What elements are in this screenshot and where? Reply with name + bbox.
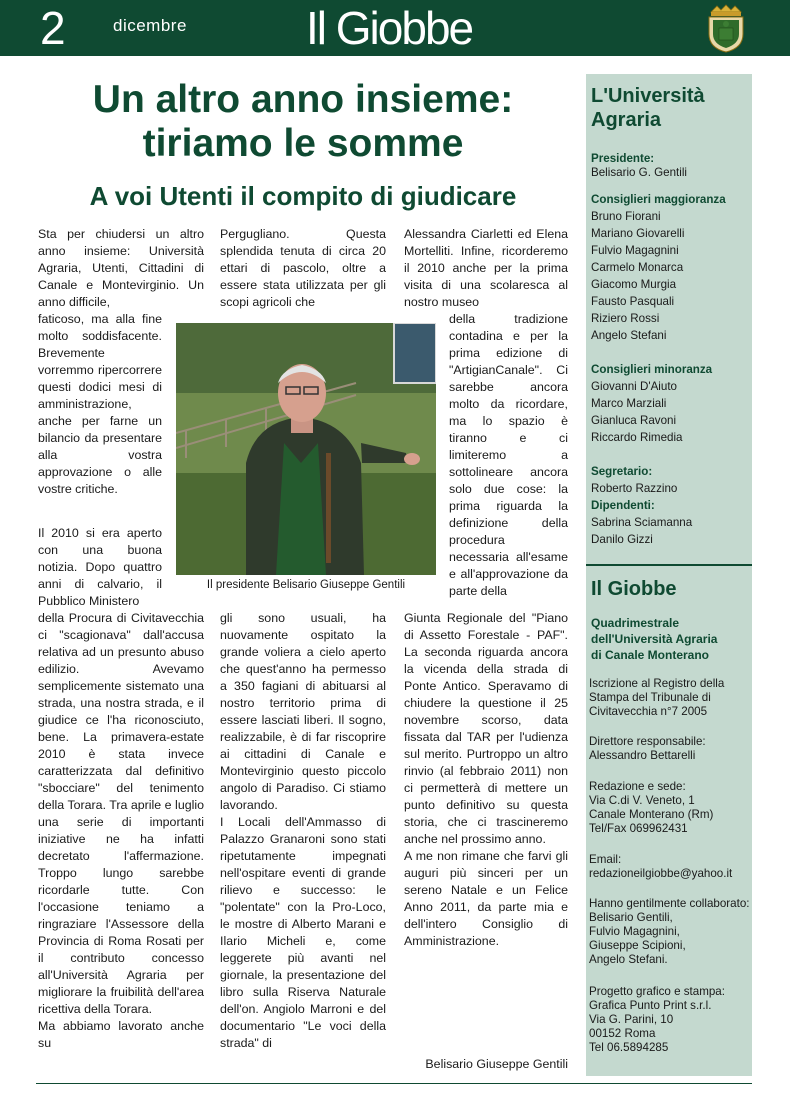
article-col1-part1: Sta per chiudersi un altro anno insieme: Università Agraria, Utenti, Cittadini di Canale e Montevirginio. Un anno difficile, — [38, 227, 204, 309]
printing-city: 00152 Roma — [589, 1027, 656, 1040]
minority-member: Gianluca Ravoni — [591, 414, 677, 427]
registration-info — [589, 677, 751, 719]
article-col1-paragraph-end: Ma abbiamo lavorato anche su — [38, 1019, 204, 1050]
paper-subtitle-line: di Canale Monterano — [591, 648, 710, 662]
collaborator-name: Belisario Gentili, — [589, 911, 673, 924]
collaborators-info — [589, 897, 751, 967]
photo-caption: Il presidente Belisario Giuseppe Gentili — [206, 579, 406, 591]
employees-label: Dipendenti: — [591, 499, 655, 512]
footer-rule — [36, 1083, 752, 1084]
article-col1-part2: faticoso, ma alla fine molto soddisfacente. Brevemente vorremmo ripercorrere questi dodici mesi di amministrazione, anche per farne un bilancio da presentare alla vostra approvazione o alle vostre critiche. — [38, 312, 162, 496]
article-col1-part3: Il 2010 si era aperto con una buona notizia. Dopo quattro anni di calvario, il Pubblico Ministero — [38, 526, 162, 608]
article-col3-part1: Alessandra Ciarletti ed Elena Mortelliti. Infine, ricorderemo il 2010 anche per la prima visita di una scolaresca al nostro museo — [404, 227, 568, 309]
collaborator-name: Fulvio Magagnini, — [589, 925, 680, 938]
email-label: Email: — [589, 853, 622, 866]
issue-month: dicembre — [113, 16, 187, 35]
sidebar-paper-subtitle — [591, 615, 751, 663]
article-col2-paragraph: gli sono usuali, ha nuovamente ospitato la grande voliera a cielo aperto che quest'anno ha permesso a 350 fagiani di abituarsi al nostro territorio prima di essere lasciati liberi. Il sogno, realizzabile, è di far riscoprire ai cittadini di Canale e Montevirginio questo piccolo angolo di Paradiso. Ci stiamo lavorando. — [220, 611, 386, 812]
article-col2-part1: Pergugliano. Questa splendida tenuta di circa 20 ettari di pascolo, oltre a essere stata utilizzata per gli scopi agricoli che — [220, 227, 386, 309]
secretary-label: Segretario: — [591, 465, 653, 478]
article-col1-part4 — [38, 610, 204, 1052]
majority-member: Fulvio Magagnini — [591, 244, 679, 257]
paper-subtitle-line: Quadrimestrale — [591, 616, 680, 630]
collaborator-name: Angelo Stefani. — [589, 953, 668, 966]
collaborator-name: Giuseppe Scipioni, — [589, 939, 686, 952]
minority-member: Marco Marziali — [591, 397, 667, 410]
majority-label: Consiglieri maggioranza — [591, 193, 726, 206]
secretary-name: Roberto Razzino — [591, 482, 678, 495]
article-col3-part3 — [404, 610, 568, 950]
registration-line: Civitavecchia n°7 2005 — [589, 705, 708, 718]
newspaper-title: Il Giobbe — [306, 2, 473, 54]
minority-label: Consiglieri minoranza — [591, 363, 713, 376]
sidebar-title — [591, 84, 751, 132]
issue-number: 2 — [40, 2, 66, 54]
printing-label: Progetto grafico e stampa: — [589, 985, 725, 998]
article-col3-part2: della tradizione contadina e per la prima edizione di "ArtigianCanale". Ci sarebbe ancora molto da ricordare, ma lo spazio è tiranno e ci limiteremo a sottolineare ancora solo due cose: la prima riguarda la definizione della procedura necessaria all'esame e all'approvazione da parte della — [449, 312, 568, 598]
director-info — [589, 735, 751, 763]
printing-phone: Tel 06.5894285 — [589, 1041, 669, 1054]
article-col1-paragraph: della Procura di Civitavecchia ci "scagionava" dall'accusa relativa ad un presunto abuso edilizio. Avevamo semplicemente sistemato una strada, una nostra strada, e il giudice ce l'ha riconosciuto, bene. La primavera-estate 2010 è stata invece caratterizzata dal definitivo "sbocciare" del tenimento della Torara. Tra aprile e luglio una serie di importanti iniziative ne ha infatti decretato l'affermazione. Troppo lungo sarebbe ricordarle tutte. Con l'occasione teniamo a ringraziare l'Assessore della Provincia di Roma Rosati per il contributo concesso all'Università Agraria per migliorare la fruibilità dell'area ricettiva della Torara. — [38, 611, 204, 1016]
article-headline — [36, 78, 570, 166]
collaborators-label: Hanno gentilmente collaborato: — [589, 897, 750, 910]
printing-company: Grafica Punto Print s.r.l. — [589, 999, 712, 1012]
paper-subtitle-line: dell'Università Agraria — [591, 632, 718, 646]
president-photo-illustration — [176, 323, 436, 575]
minority-member: Riccardo Rimedia — [591, 431, 683, 444]
article-signature: Belisario Giuseppe Gentili — [425, 1057, 568, 1071]
printing-address: Via G. Parini, 10 — [589, 1013, 674, 1026]
majority-member: Bruno Fiorani — [591, 210, 661, 223]
majority-member: Giacomo Murgia — [591, 278, 677, 291]
article-subheadline: A voi Utenti il compito di giudicare — [89, 181, 517, 211]
sidebar-paper-title: Il Giobbe — [591, 578, 677, 600]
president-photo — [176, 323, 436, 575]
president-name: Belisario G. Gentili — [591, 166, 688, 179]
article-col3-paragraph-2: A me non rimane che farvi gli auguri più sinceri per un sereno Natale e un Felice Anno 2011, da parte mia e dell'intero Consiglio di Amministrazione. — [404, 849, 568, 948]
registration-line: Stampa del Tribunale di — [589, 691, 711, 704]
article-col2-part2 — [220, 610, 386, 1052]
sidebar-title-line-2: Agraria — [591, 109, 662, 131]
director-name: Alessandro Bettarelli — [589, 749, 696, 762]
headline-line-1: Un altro anno insieme: — [92, 78, 514, 121]
president-label: Presidente: — [591, 152, 655, 165]
office-address: Via C.di V. Veneto, 1 — [589, 794, 695, 807]
article-col2-paragraph-2: I Locali dell'Ammasso di Palazzo Granaroni sono stati ripetutamente impegnati nell'ospitare eventi di grande rilievo e successo: le "polentate" con la Pro-Loco, le mostre di Alberto Marani e Ilario Micheli e, come leggerete più avanti nel giornale, la presentazione del libro sulla Riserva Naturale dell'on. Angiolo Marroni e del documentario "Le voci della strada" di — [220, 815, 386, 1050]
sidebar-title-line-1: L'Università — [591, 85, 705, 107]
sidebar-divider — [586, 564, 752, 566]
office-label: Redazione e sede: — [589, 780, 686, 793]
email-info — [589, 853, 751, 881]
director-label: Direttore responsabile: — [589, 735, 706, 748]
coat-of-arms-icon — [703, 2, 749, 54]
office-phone: Tel/Fax 069962431 — [589, 822, 688, 835]
office-info — [589, 780, 751, 836]
masthead — [0, 0, 790, 56]
majority-member: Fausto Pasquali — [591, 295, 675, 308]
email-address: redazioneilgiobbe@yahoo.it — [589, 867, 733, 880]
article-col3-paragraph: Giunta Regionale del "Piano di Assetto Forestale - PAF". La seconda riguarda ancora la vicenda della strada di Ponte Antico. Speravamo di chiudere la questione il 25 novembre scorso, data fissata dal TAR per l'udienza sul merito. Purtroppo un altro rinvio (al febbraio 2011) non ci permetterà di mettere un punto definitivo su questa storia, che ci trascineremo anche nel prossimo anno. — [404, 611, 568, 846]
registration-line: Iscrizione al Registro della — [589, 677, 725, 690]
employee-name: Danilo Gizzi — [591, 533, 653, 546]
majority-block — [591, 191, 751, 344]
minority-block — [591, 361, 751, 446]
employee-name: Sabrina Sciamanna — [591, 516, 693, 529]
minority-member: Giovanni D'Aiuto — [591, 380, 677, 393]
staff-block — [591, 463, 751, 548]
majority-member: Angelo Stefani — [591, 329, 667, 342]
majority-member: Carmelo Monarca — [591, 261, 684, 274]
headline-line-2: tiriamo le somme — [142, 122, 464, 165]
president-block — [591, 152, 751, 180]
majority-member: Riziero Rossi — [591, 312, 660, 325]
majority-member: Mariano Giovarelli — [591, 227, 685, 240]
printing-info — [589, 985, 751, 1055]
office-city: Canale Monterano (Rm) — [589, 808, 714, 821]
